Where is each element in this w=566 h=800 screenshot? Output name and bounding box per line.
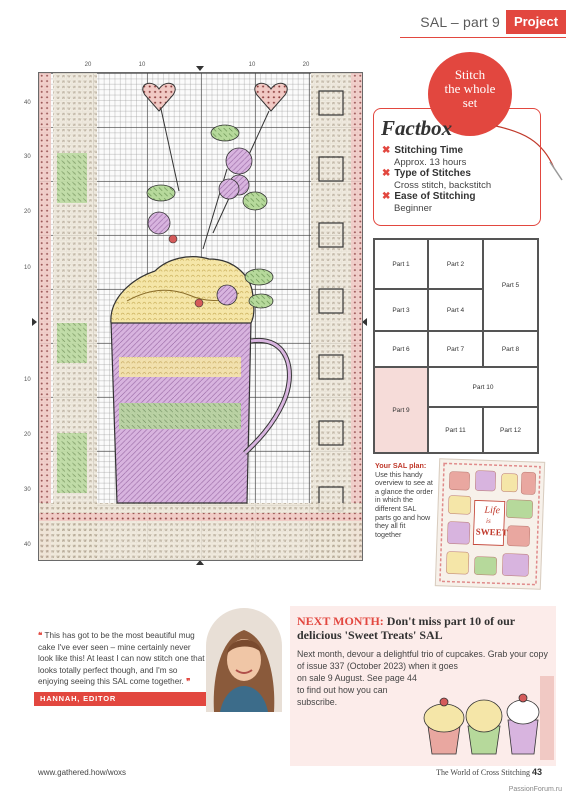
open-quote-icon: ❝ bbox=[38, 631, 43, 640]
factbox-value: Cross stitch, backstitch bbox=[394, 180, 492, 191]
cupcake-preview bbox=[420, 676, 556, 760]
cross-bullet-icon: ✖ bbox=[382, 168, 391, 179]
editor-attribution: HANNAH, EDITOR bbox=[34, 692, 214, 706]
center-marker-left bbox=[32, 318, 37, 326]
plan-cell: Part 6 bbox=[374, 331, 428, 367]
x-axis-label: 20 bbox=[84, 62, 92, 68]
y-axis-label: 30 bbox=[24, 487, 31, 493]
chart-artwork bbox=[39, 73, 362, 560]
cross-stitch-chart bbox=[38, 72, 363, 561]
section-title: SAL – part 9 bbox=[420, 14, 500, 30]
factbox-item bbox=[382, 191, 532, 214]
y-axis-label: 20 bbox=[24, 209, 31, 215]
magazine-name: The World of Cross Stitching bbox=[436, 768, 530, 777]
editor-quote bbox=[38, 630, 206, 688]
badge-line: set bbox=[462, 95, 478, 110]
x-axis-label: 10 bbox=[138, 62, 146, 68]
bottom-band bbox=[39, 503, 362, 560]
factbox-label: Stitching Time bbox=[394, 145, 464, 156]
watermark: PassionForum.ru bbox=[508, 786, 562, 793]
plan-cell: Part 10 bbox=[428, 367, 538, 407]
next-month-label: NEXT MONTH: bbox=[297, 614, 384, 628]
full-set-thumbnail bbox=[435, 458, 545, 590]
next-month-body-continued: on sale 9 August. See page 44 to find out how you can subscribe. bbox=[297, 673, 417, 707]
plan-cell: Part 1 bbox=[374, 239, 428, 289]
cross-bullet-icon: ✖ bbox=[382, 145, 391, 156]
factbox-item bbox=[382, 145, 532, 168]
page-number: 43 bbox=[531, 767, 542, 777]
bottom-dot-row bbox=[39, 513, 362, 521]
footer-magazine bbox=[436, 767, 542, 777]
plan-cell: Part 7 bbox=[428, 331, 483, 367]
heart-motifs bbox=[143, 83, 287, 111]
center-marker-top bbox=[196, 66, 204, 71]
factbox-value: Approx. 13 hours bbox=[394, 157, 467, 168]
y-axis-label: 30 bbox=[24, 154, 31, 160]
y-axis-label: 20 bbox=[24, 432, 31, 438]
thumbnail-text: Life bbox=[484, 504, 501, 517]
header-rule bbox=[400, 37, 566, 38]
y-axis-label: 10 bbox=[24, 377, 31, 383]
y-axis-label: 10 bbox=[24, 265, 31, 271]
plan-cell: Part 12 bbox=[483, 407, 538, 453]
badge-line: the whole bbox=[444, 81, 496, 96]
left-leaf-motif bbox=[57, 433, 87, 493]
project-tag: Project bbox=[506, 10, 566, 34]
plan-caption-body: Use this handy overview to see at a glance the order in which the different SAL parts go and how they all fit together bbox=[375, 469, 433, 539]
footer-url: www.gathered.how/woxs bbox=[38, 768, 127, 777]
close-quote-icon: ❞ bbox=[186, 677, 191, 686]
avatar-artwork bbox=[206, 608, 282, 712]
left-leaf-motif bbox=[57, 153, 87, 203]
plan-cell: Part 3 bbox=[374, 289, 428, 331]
factbox-label: Ease of Stitching bbox=[394, 191, 476, 202]
plan-cell-current: Part 9 bbox=[374, 367, 428, 453]
left-leaf-motif bbox=[57, 323, 87, 363]
factbox-value: Beginner bbox=[394, 203, 433, 214]
sal-plan-grid bbox=[373, 238, 539, 454]
x-axis-label: 20 bbox=[302, 62, 310, 68]
factbox-label: Type of Stitches bbox=[394, 168, 471, 179]
mug-motif bbox=[111, 321, 289, 503]
quote-text: This has got to be the most beautiful mug cake I've ever seen – mine certainly never look like this! At least I can now stitch one that looks totally perfect though, and I'm so enjoying seeing this SAL come together. bbox=[38, 631, 205, 686]
next-month-title: Don't miss part 10 of our delicious 'Sweet Treats' SAL bbox=[297, 614, 515, 642]
plan-cell: Part 8 bbox=[483, 331, 538, 367]
next-month-body: Next month, devour a delightful trio of cupcakes. Grab your copy of issue 337 (October 2023) when it goes bbox=[297, 649, 548, 671]
plan-caption bbox=[375, 462, 433, 539]
right-dot-column bbox=[351, 73, 362, 560]
plan-caption-title: Your SAL plan: bbox=[375, 461, 427, 470]
editor-avatar bbox=[206, 608, 282, 712]
thumbnail-text: SWEET bbox=[475, 526, 508, 538]
badge-line: Stitch bbox=[454, 67, 486, 82]
y-axis-label: 40 bbox=[24, 100, 31, 106]
next-month-heading bbox=[297, 614, 552, 642]
plan-cell: Part 5 bbox=[483, 239, 538, 331]
plan-cell: Part 4 bbox=[428, 289, 483, 331]
factbox-item bbox=[382, 168, 532, 191]
x-axis-label: 10 bbox=[248, 62, 256, 68]
plan-cell: Part 11 bbox=[428, 407, 483, 453]
thumbnail-text: is bbox=[485, 516, 491, 526]
y-axis-label: 40 bbox=[24, 542, 31, 548]
plan-cell: Part 2 bbox=[428, 239, 483, 289]
left-border-column bbox=[39, 73, 51, 560]
cross-bullet-icon: ✖ bbox=[382, 191, 391, 202]
factbox-title: Factbox bbox=[381, 116, 453, 140]
